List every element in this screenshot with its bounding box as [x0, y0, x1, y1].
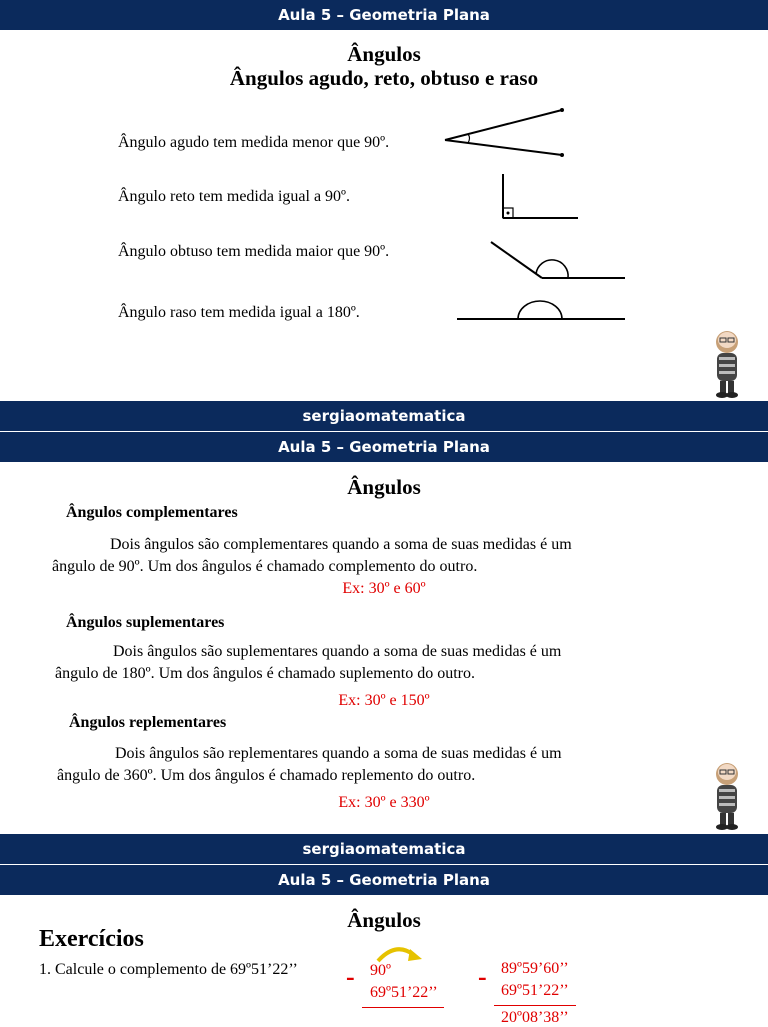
acute-angle-diagram [440, 105, 570, 160]
straight-angle-diagram [455, 297, 630, 327]
complementary-line1: Dois ângulos são complementares quando a soma de suas medidas é um [110, 536, 572, 553]
supplementary-heading: Ângulos suplementares [66, 614, 225, 631]
obtuse-angle-diagram [485, 238, 630, 283]
obtuse-angle-definition: Ângulo obtuso tem medida maior que 90º. [118, 243, 390, 260]
mascot-figure-icon [707, 762, 747, 832]
slide1-footer-bar [0, 401, 768, 431]
supplementary-example: Ex: 30º e 150º [338, 692, 430, 709]
slide2-header-bar [0, 432, 768, 462]
mascot-figure-icon [707, 330, 747, 400]
slide3-header-bar [0, 865, 768, 895]
slide3-title: Ângulos [347, 908, 421, 932]
right-sum-line [494, 1005, 576, 1006]
complementary-example: Ex: 30º e 60º [342, 580, 426, 597]
exercises-heading: Exercícios [39, 926, 144, 952]
supplementary-line2: ângulo de 180º. Um dos ângulos é chamado suplemento do outro. [55, 665, 475, 682]
acute-angle-definition: Ângulo agudo tem medida menor que 90º. [118, 134, 390, 151]
slide2-footer-text: sergiaomatematica [302, 840, 466, 858]
replementary-heading: Ângulos replementares [69, 714, 227, 731]
slide1-header-bar [0, 0, 768, 30]
slide1-footer-text: sergiaomatematica [302, 407, 466, 425]
slide1-header-text: Aula 5 – Geometria Plana [278, 6, 490, 24]
slide1-subtitle: Ângulos agudo, reto, obtuso e raso [229, 66, 539, 90]
slide2-title: Ângulos [347, 475, 421, 499]
right-angle-definition: Ângulo reto tem medida igual a 90º. [118, 188, 351, 205]
supplementary-line1: Dois ângulos são suplementares quando a soma de suas medidas é um [113, 643, 562, 660]
slide2-header-text: Aula 5 – Geometria Plana [278, 438, 490, 456]
replementary-line2: ângulo de 360º. Um dos ângulos é chamado replemento do outro. [57, 767, 476, 784]
slide2-footer-bar [0, 834, 768, 864]
exercise-1-text: 1. Calcule o complemento de 69º51’22’’ [39, 961, 298, 978]
replementary-line1: Dois ângulos são replementares quando a soma de suas medidas é um [115, 745, 562, 762]
right-minus-sign: - [478, 962, 487, 991]
replementary-example: Ex: 30º e 330º [338, 794, 430, 811]
left-top-value: 90º [370, 962, 391, 979]
left-bottom-value: 69º51’22’’ [370, 984, 438, 1001]
right-top-value: 89º59’60’’ [501, 960, 569, 977]
complementary-line2: ângulo de 90º. Um dos ângulos é chamado complemento do outro. [52, 558, 478, 575]
right-bottom-value: 69º51’22’’ [501, 982, 569, 999]
left-minus-sign: - [346, 962, 355, 991]
slide3-header-text: Aula 5 – Geometria Plana [278, 871, 490, 889]
right-angle-diagram [495, 170, 585, 225]
straight-angle-definition: Ângulo raso tem medida igual a 180º. [118, 304, 360, 321]
right-result-value: 20º08’38’’ [501, 1009, 569, 1026]
complementary-heading: Ângulos complementares [66, 504, 238, 521]
slide1-title: Ângulos [347, 42, 421, 66]
left-sum-line [362, 1007, 444, 1008]
